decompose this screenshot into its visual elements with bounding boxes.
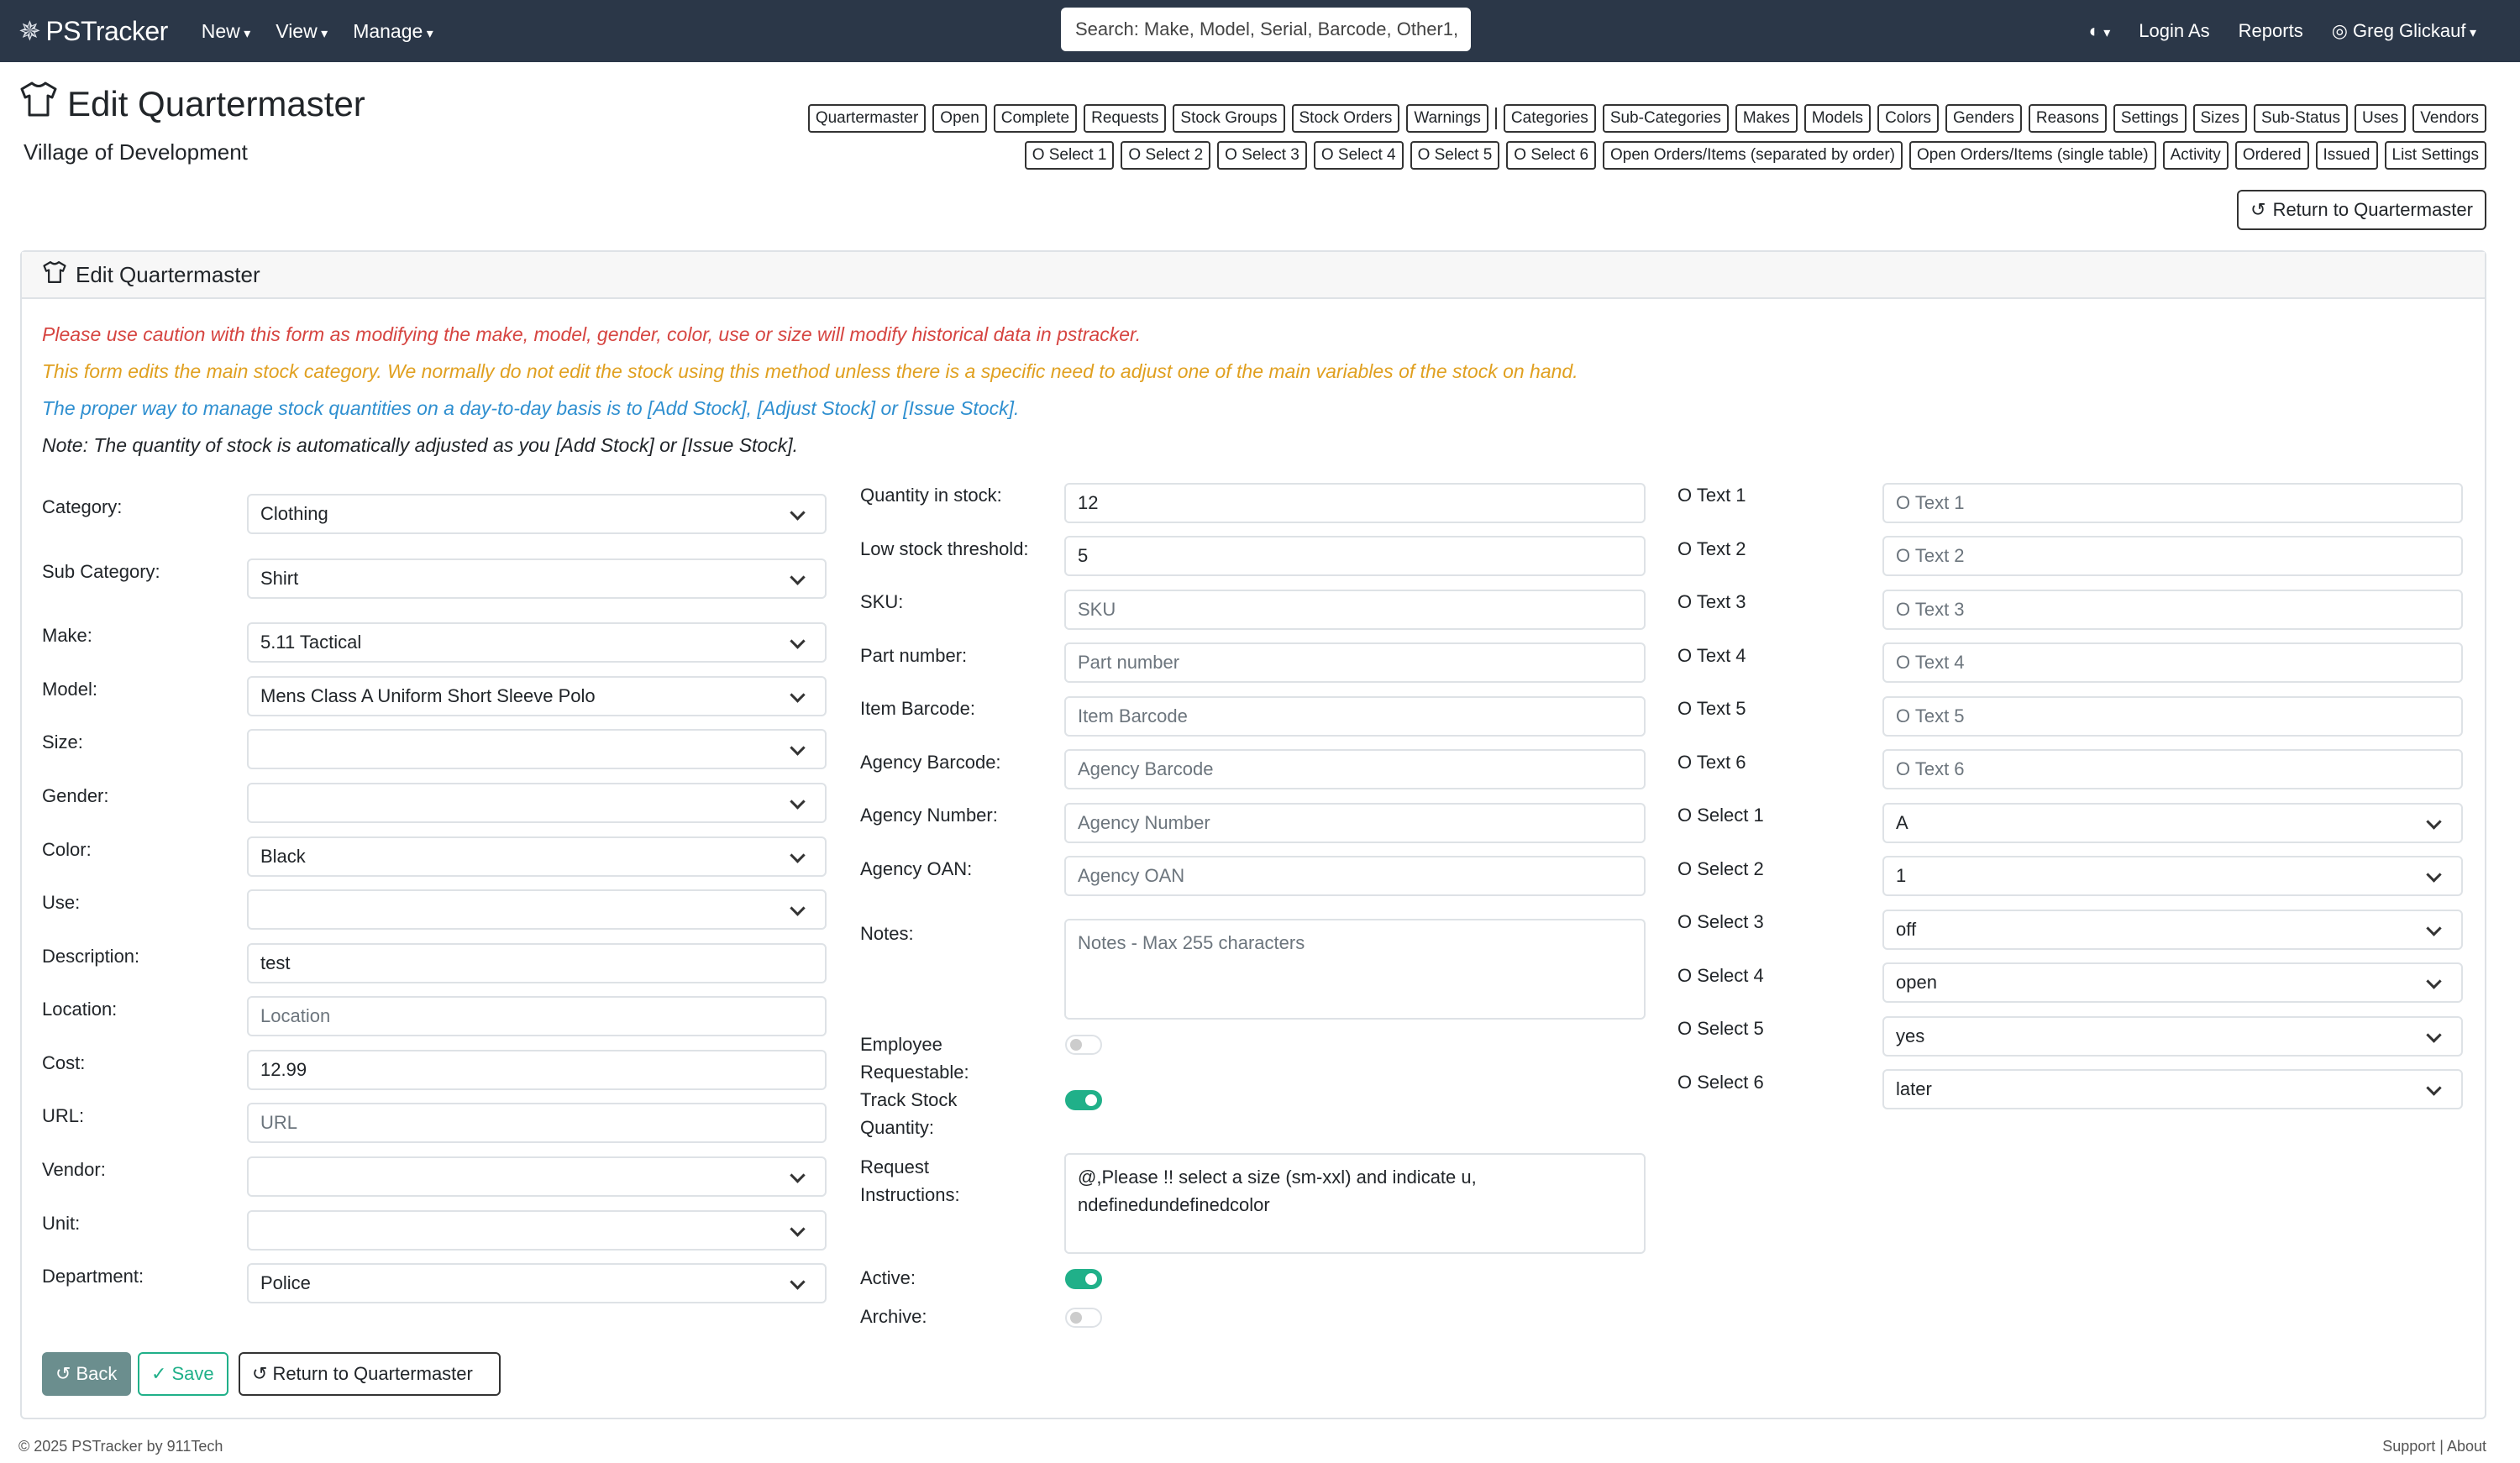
notes-label: Notes: [860,923,914,944]
user-menu[interactable] [2332,20,2476,42]
oselect-3-select[interactable]: off [1882,910,2463,950]
location-label: Location: [42,999,118,1020]
otext-5-label: O Text 5 [1677,698,1746,719]
undo-icon: ↺ [2250,199,2266,220]
user-icon: ◎ [2331,20,2354,41]
nav-button-warnings[interactable]: Warnings [1406,104,1488,133]
employee-requestable-label-1: Employee [860,1034,942,1055]
oselect-5-label: O Select 5 [1677,1018,1764,1039]
nav-view-menu[interactable]: View ▾ [276,20,328,43]
nav-button-models[interactable]: Models [1804,104,1871,133]
model-label: Model: [42,679,98,700]
nav-button-activity[interactable]: Activity [2163,141,2229,170]
employee-requestable-label-2: Requestable: [860,1062,969,1083]
nav-button-uses[interactable]: Uses [2355,104,2406,133]
nav-button-list-settings[interactable]: List Settings [2385,141,2487,170]
agency-number-input[interactable]: Agency Number [1064,803,1646,843]
nav-button-oselect-1[interactable]: O Select 1 [1025,141,1115,170]
nav-button-sizes[interactable]: Sizes [2193,104,2247,133]
agency-oan-input[interactable]: Agency OAN [1064,856,1646,896]
use-select[interactable] [247,889,827,930]
nav-button-oselect-2[interactable]: O Select 2 [1121,141,1210,170]
page-title [18,81,365,127]
nav-button-sub-categories[interactable]: Sub-Categories [1603,104,1729,133]
low-stock-label: Low stock threshold: [860,538,1029,559]
quick-nav-row-2 [1025,141,2486,170]
quick-nav-row-1 [808,104,2486,133]
oselect-2-select[interactable]: 1 [1882,856,2463,896]
sub-category-label: Sub Category: [42,561,160,582]
nav-button-sub-status[interactable]: Sub-Status [2254,104,2348,133]
card-header [22,252,2485,299]
part-number-label: Part number: [860,645,968,666]
brand-name: PSTracker [45,15,168,46]
size-select[interactable] [247,729,827,769]
save-label: Save [171,1363,214,1384]
gender-select[interactable] [247,783,827,823]
oselect-1-select[interactable]: A [1882,803,2463,843]
otext-2-input[interactable]: O Text 2 [1882,536,2463,576]
low-stock-input[interactable]: 5 [1064,536,1646,576]
color-select[interactable]: Black [247,836,827,877]
nav-button-open-orders-single[interactable]: Open Orders/Items (single table) [1909,141,2156,170]
nav-button-open-orders-separated[interactable]: Open Orders/Items (separated by order) [1603,141,1903,170]
notes-textarea[interactable]: Notes - Max 255 characters [1064,919,1646,1020]
department-select[interactable]: Police [247,1263,827,1303]
oselect-2-label: O Select 2 [1677,858,1764,879]
item-barcode-label: Item Barcode: [860,698,975,719]
oselect-6-label: O Select 6 [1677,1072,1764,1093]
oselect-4-select[interactable]: open [1882,962,2463,1003]
oselect-4-label: O Select 4 [1677,965,1764,986]
nav-button-requests[interactable]: Requests [1084,104,1166,133]
undo-icon: ↺ [252,1363,268,1384]
gear-logo-icon: ✵ [18,16,41,46]
description-label: Description: [42,946,140,967]
request-instructions-textarea[interactable] [1064,1153,1646,1254]
model-select[interactable]: Mens Class A Uniform Short Sleeve Polo [247,676,827,716]
otext-3-label: O Text 3 [1677,591,1746,612]
nav-button-categories[interactable]: Categories [1504,104,1596,133]
otext-4-input[interactable]: O Text 4 [1882,642,2463,683]
nav-button-oselect-6[interactable]: O Select 6 [1506,141,1596,170]
otext-5-input[interactable]: O Text 5 [1882,696,2463,737]
agency-number-label: Agency Number: [860,805,998,826]
active-label: Active: [860,1267,916,1288]
location-input[interactable]: Location [247,996,827,1036]
part-number-input[interactable]: Part number [1064,642,1646,683]
track-stock-label-2: Quantity: [860,1117,935,1138]
gender-label: Gender: [42,785,109,806]
footer-copyright: © 2025 PSTracker by 911Tech [18,1438,223,1455]
nav-button-stock-groups[interactable]: Stock Groups [1173,104,1284,133]
top-navbar [0,0,2520,62]
nav-button-vendors[interactable]: Vendors [2412,104,2486,133]
category-label: Category: [42,496,123,517]
item-barcode-input[interactable]: Item Barcode [1064,696,1646,737]
otext-1-label: O Text 1 [1677,485,1746,506]
theme-toggle-icon[interactable]: ◐ ▾ [2088,20,2110,42]
sub-category-select[interactable]: Shirt [247,558,827,599]
nav-button-makes[interactable]: Makes [1735,104,1798,133]
category-select[interactable]: Clothing [247,494,827,534]
oselect-6-select[interactable]: later [1882,1069,2463,1109]
nav-button-open[interactable]: Open [932,104,986,133]
nav-new-menu[interactable]: New ▾ [202,20,251,43]
oselect-1-label: O Select 1 [1677,805,1764,826]
nav-button-settings[interactable]: Settings [2113,104,2187,133]
otext-1-input[interactable]: O Text 1 [1882,483,2463,523]
alert-note: Note: The quantity of stock is automatically adjusted as you [Add Stock] or [Issue Stock]. [42,434,798,456]
size-label: Size: [42,732,83,752]
page-title-text: Edit Quartermaster [67,83,365,123]
shirt-icon [18,81,59,127]
nav-button-colors[interactable]: Colors [1877,104,1939,133]
make-label: Make: [42,625,92,646]
login-as-link[interactable]: Login As [2139,20,2210,41]
sku-label: SKU: [860,591,904,612]
vendor-select[interactable] [247,1156,827,1197]
nav-button-reasons[interactable]: Reasons [2029,104,2107,133]
reports-link[interactable]: Reports [2238,20,2303,41]
search-input[interactable]: Search: Make, Model, Serial, Barcode, Other1, [1061,8,1471,51]
nav-button-oselect-3[interactable]: O Select 3 [1217,141,1307,170]
request-instructions-label-1: Request [860,1156,929,1177]
card-title: Edit Quartermaster [76,261,260,287]
otext-6-input[interactable]: O Text 6 [1882,749,2463,789]
otext-3-input[interactable]: O Text 3 [1882,590,2463,630]
nav-button-oselect-4[interactable]: O Select 4 [1314,141,1404,170]
unit-label: Unit: [42,1213,81,1234]
cost-label: Cost: [42,1052,86,1073]
unit-select[interactable] [247,1210,827,1251]
employee-requestable-toggle[interactable] [1065,1035,1102,1055]
nav-menu [202,20,433,43]
nav-button-genders[interactable]: Genders [1945,104,2022,133]
undo-icon: ↺ [55,1363,71,1384]
quantity-label: Quantity in stock: [860,485,1002,506]
request-instructions-line-1: @,Please !! select a size (sm-xxl) and indicate u, [1078,1167,1477,1188]
nav-button-quartermaster[interactable]: Quartermaster [808,104,926,133]
nav-button-issued[interactable]: Issued [2316,141,2378,170]
oselect-3-label: O Select 3 [1677,911,1764,932]
agency-barcode-input[interactable]: Agency Barcode [1064,749,1646,789]
otext-6-label: O Text 6 [1677,752,1746,773]
alert-caution: Please use caution with this form as modifying the make, model, gender, color, use or size will modify historical data in pstracker. [42,323,1142,345]
description-input[interactable]: test [247,943,827,983]
footer-links[interactable]: Support | About [2382,1438,2486,1455]
archive-label: Archive: [860,1306,927,1327]
agency-barcode-label: Agency Barcode: [860,752,1001,773]
save-button[interactable] [138,1352,228,1396]
sku-input[interactable]: SKU [1064,590,1646,630]
return-label: Return to Quartermaster [272,1363,473,1384]
check-icon: ✓ [151,1363,167,1384]
oselect-5-select[interactable]: yes [1882,1016,2463,1057]
quantity-input[interactable]: 12 [1064,483,1646,523]
user-name: Greg Glickauf [2353,20,2466,41]
alert-warning: This form edits the main stock category. We normally do not edit the stock using this method unless there is a specific need to adjust one of the main variables of the stock on hand. [42,360,1578,382]
back-label: Back [76,1363,118,1384]
nav-right [2088,0,2476,62]
divider [1495,107,1497,129]
agency-oan-label: Agency OAN: [860,858,973,879]
return-to-quartermaster-button[interactable] [239,1352,501,1396]
alert-info: The proper way to manage stock quantities on a day-to-day basis is to [Add Stock], [Adjust Stock] or [Issue Stock]. [42,397,1020,419]
use-label: Use: [42,892,81,913]
request-instructions-line-2: ndefinedundefinedcolor [1078,1194,1270,1215]
back-button[interactable] [42,1352,131,1396]
nav-button-complete[interactable]: Complete [994,104,1077,133]
request-instructions-label-2: Instructions: [860,1184,960,1205]
brand[interactable] [18,15,168,47]
make-select[interactable]: 5.11 Tactical [247,622,827,663]
url-input[interactable]: URL [247,1103,827,1143]
nav-button-oselect-5[interactable]: O Select 5 [1410,141,1500,170]
cost-input[interactable]: 12.99 [247,1050,827,1090]
nav-button-stock-orders[interactable]: Stock Orders [1292,104,1400,133]
page-subtitle: Village of Development [24,139,248,165]
url-label: URL: [42,1105,85,1126]
track-stock-toggle[interactable] [1065,1090,1102,1110]
archive-toggle[interactable] [1065,1308,1102,1328]
otext-4-label: O Text 4 [1677,645,1746,666]
nav-button-ordered[interactable]: Ordered [2235,141,2309,170]
department-label: Department: [42,1266,144,1287]
vendor-label: Vendor: [42,1159,106,1180]
otext-2-label: O Text 2 [1677,538,1746,559]
color-label: Color: [42,839,92,860]
active-toggle[interactable] [1065,1269,1102,1289]
nav-manage-menu[interactable]: Manage ▾ [353,20,433,43]
return-to-quartermaster-button-top[interactable] [2237,190,2486,230]
return-label: Return to Quartermaster [2272,199,2473,220]
track-stock-label-1: Track Stock [860,1089,958,1110]
shirt-icon [42,260,67,290]
